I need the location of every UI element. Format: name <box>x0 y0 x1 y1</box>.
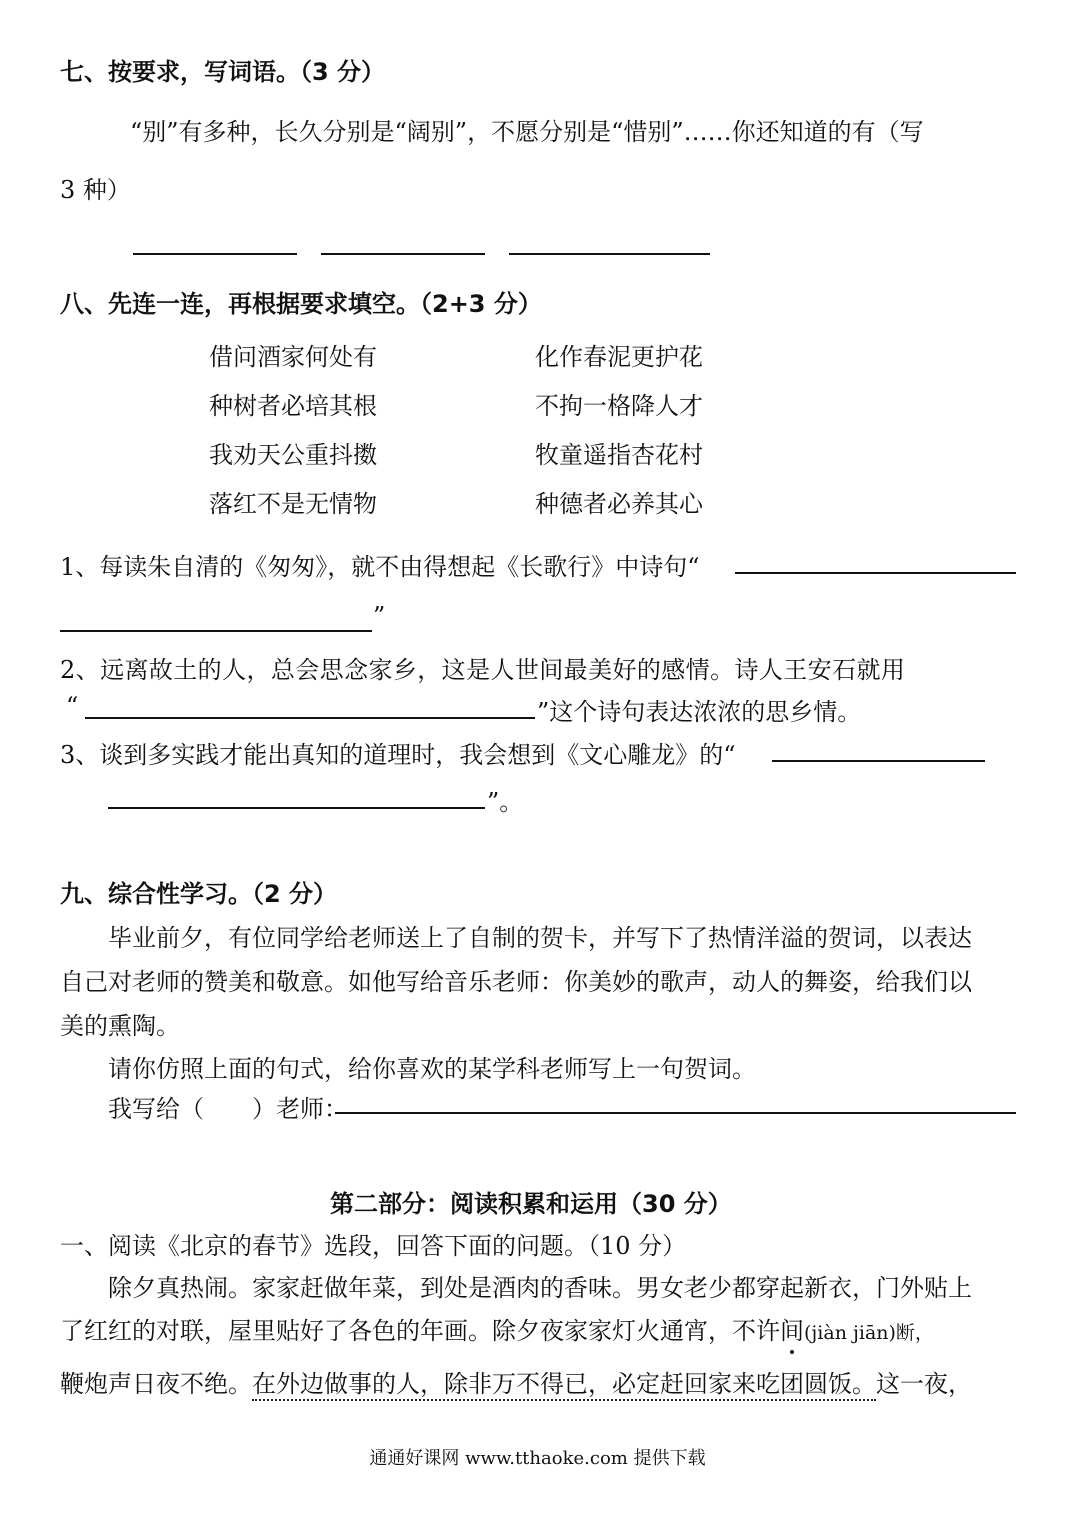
passage-text: 了红红的对联，屋里贴好了各色的年画。除夕夜家家灯火通宵，不许 <box>60 1317 780 1345</box>
answer-blank[interactable] <box>321 253 485 255</box>
section-9-paragraph-line: 自己对老师的赞美和敬意。如他写给音乐老师：你美妙的歌声，动人的舞姿，给我们以 <box>60 968 972 996</box>
answer-blank[interactable] <box>60 630 372 632</box>
poem-right-line[interactable]: 种德者必养其心 <box>535 490 703 518</box>
pinyin-options: (jiàn jiān)断， <box>804 1322 934 1344</box>
closing-quote: ” <box>373 602 386 630</box>
passage-line <box>60 1311 934 1346</box>
passage-text: 这一夜， <box>876 1370 972 1398</box>
passage-line: 除夕真热闹。家家赶做年菜，到处是酒肉的香味。男女老少都穿起新衣，门外贴上 <box>108 1274 972 1302</box>
question-3-text: 3、谈到多实践才能出真知的道理时，我会想到《文心雕龙》的“ <box>60 741 736 769</box>
poem-left-line[interactable]: 我劝天公重抖擞 <box>209 441 377 469</box>
answer-prefix: 我写给（ ）老师： <box>108 1095 348 1123</box>
answer-blank[interactable] <box>509 253 710 255</box>
poem-left-line[interactable]: 种树者必培其根 <box>209 392 377 420</box>
reading-question-1: 一、阅读《北京的春节》选段，回答下面的问题。（10 分） <box>60 1232 687 1260</box>
answer-blank[interactable] <box>85 717 535 719</box>
answer-blank[interactable] <box>108 807 485 809</box>
answer-blank[interactable] <box>772 760 985 762</box>
closing-quote: ”。 <box>487 788 524 816</box>
question-2-text: 2、远离故土的人，总会思念家乡，这是人世间最美好的感情。诗人王安石就用 <box>60 656 906 684</box>
opening-quote: “ <box>66 692 79 720</box>
poem-right-line[interactable]: 不拘一格降人才 <box>535 392 703 420</box>
section-9-paragraph-line: 毕业前夕，有位同学给老师送上了自制的贺卡，并写下了热情洋溢的贺词，以表达 <box>108 924 972 952</box>
section-7-prompt-line1: “别”有多种，长久分别是“阔别”，不愿分别是“惜别”……你还知道的有（写 <box>130 118 924 146</box>
poem-right-line[interactable]: 牧童遥指杏花村 <box>535 441 703 469</box>
poem-left-line[interactable]: 借问酒家何处有 <box>209 343 377 371</box>
answer-blank[interactable] <box>335 1112 1016 1114</box>
section-9-heading: 九、综合性学习。（2 分） <box>60 880 338 908</box>
part-2-title: 第二部分：阅读积累和运用（30 分） <box>330 1190 732 1218</box>
section-7-heading: 七、按要求，写词语。（3 分） <box>60 58 386 86</box>
section-8-heading: 八、先连一连，再根据要求填空。（2+3 分） <box>60 290 542 318</box>
dotted-character: 间 <box>780 1311 804 1346</box>
footer-credit: 通通好课网 www.tthaoke.com 提供下载 <box>369 1448 706 1469</box>
answer-blank[interactable] <box>133 253 297 255</box>
answer-blank[interactable] <box>735 572 1016 574</box>
section-9-paragraph-line: 美的熏陶。 <box>60 1012 180 1040</box>
passage-line <box>60 1364 972 1399</box>
section-7-prompt-line2: 3 种） <box>60 176 131 204</box>
underlined-sentence: 在外边做事的人，除非万不得已，必定赶回家来吃团圆饭。 <box>252 1370 876 1401</box>
passage-text: 鞭炮声日夜不绝。 <box>60 1370 252 1398</box>
question-1-text: 1、每读朱自清的《匆匆》，就不由得想起《长歌行》中诗句“ <box>60 553 700 581</box>
poem-right-line[interactable]: 化作春泥更护花 <box>535 343 703 371</box>
poem-left-line[interactable]: 落红不是无情物 <box>209 490 377 518</box>
section-9-instruction: 请你仿照上面的句式，给你喜欢的某学科老师写上一句贺词。 <box>108 1055 756 1083</box>
question-2-text-end: ”这个诗句表达浓浓的思乡情。 <box>537 698 862 726</box>
